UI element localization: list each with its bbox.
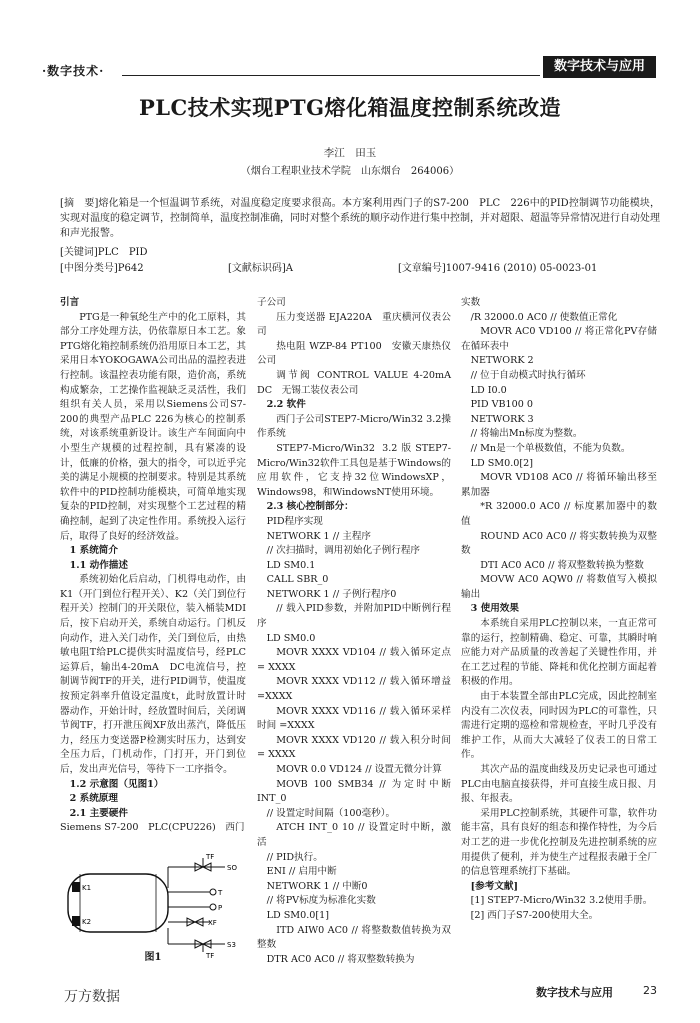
figure-caption: 图1 <box>144 952 162 963</box>
affiliation: （烟台工程职业技术学院 山东烟台 264006） <box>240 166 460 177</box>
paragraph: // 载入PID参数，并附加PID中断例行程序 <box>257 603 451 630</box>
paragraph: 实数 <box>461 297 481 308</box>
paragraph: // 位于自动模式时执行循环 <box>470 369 586 381</box>
section-heading: 2.1 主要硬件 <box>69 807 128 819</box>
section-heading: 2.3 核心控制部分： <box>266 501 354 513</box>
paragraph: CALL SBR_0 <box>266 574 329 586</box>
classification-number: [中图分类号]P642 <box>60 263 144 274</box>
paragraph: MOVR XXXX VD120 // 载入积分时间 = XXXX <box>257 734 451 761</box>
paragraph: NETWORK 3 <box>470 413 534 425</box>
label-so: SO <box>227 864 237 872</box>
paragraph: PTG是一种氧纶生产中的化工原料，其部分工序处理方法，仍依靠原日本工艺。象PTG熔化箱控制系统仍沿用原日本工艺，其采用日本YOKOGAWA公司出品的温控表进行控制。该温控表功能有限，造价高，系统构成繁杂，工艺操作监视缺乏灵活性，我们组织有关人员，采用以Siemens公司S7-200的典型产品PLC 226为核心的控制系统，对该系统重新设计。该生产车间面向中小型生产规模的过程控制，具有紧凑的设计，低廉的价格，强大的指令，可以近乎完美的满足小规模的控制要求。特别是其系统软件中的PID控制功能模块，可简单地实现复杂的PID控制，对实现整个工艺过程的精确控制，起到了决定性作用。系统投入运行后，取得了良好的经济效益。 <box>60 311 246 542</box>
authors: 李江 田玉 <box>323 147 377 159</box>
paragraph: MOVR XXXX VD116 // 载入循环采样时间 =XXXX <box>257 705 451 732</box>
paragraph: // 将PV标度为标准化实数 <box>266 895 376 907</box>
door-k1 <box>72 882 80 892</box>
paragraph: PID VB100 0 <box>470 399 534 411</box>
paragraph: NETWORK 1 // 中断0 <box>266 880 368 892</box>
paragraph: 压力变送器 EJA220A 重庆横河仪表公司 <box>257 311 451 338</box>
paragraph: NETWORK 1 // 主程序 <box>266 530 372 542</box>
section-heading: 2.2 软件 <box>266 399 306 411</box>
paragraph: *R 32000.0 AC0 // 标度累加器中的数值 <box>461 501 657 527</box>
abstract: [摘 要]熔化箱是一个恒温调节系统，对温度稳定度要求很高。本方案利用西门子的S7-200 PLC 226中的PID控制调节功能模块，实现对温度的稳定调节，控制简单，温度控制准确，同时对整个系统的顺序动作进行集中控制，并对超限、超温等异常情况进行自动处理和声光报警。 <box>60 198 660 239</box>
paragraph: ROUND AC0 AC0 // 将实数转换为双整数 <box>461 530 657 557</box>
paragraph: ENI // 启用中断 <box>266 866 337 878</box>
column-2 <box>257 296 451 967</box>
paragraph: 其次产品的温度曲线及历史记录也可通过PLC由电脑直接获得，并可直接生成日报、月报、年报表。 <box>461 764 657 805</box>
paragraph: ITD AIW0 AC0 // 将整数数值转换为双整数 <box>257 924 451 951</box>
paragraph: MOVR XXXX VD112 // 载入循环增益 =XXXX <box>257 676 451 703</box>
label-t: T <box>218 889 223 897</box>
paragraph: NETWORK 1 // 子例行程序0 <box>266 588 397 600</box>
paragraph: 西门子公司STEP7-Micro/Win32 3.2操作系统 <box>257 413 451 440</box>
keywords: [关键词]PLC PID <box>60 247 148 258</box>
document-code: [文献标识码]A <box>228 263 294 274</box>
label-tf-top: TF <box>206 853 215 861</box>
column-3 <box>461 296 657 924</box>
section-heading: 1 系统简介 <box>69 545 118 557</box>
column-1 <box>60 296 246 836</box>
paragraph: MOVR AC0 VD100 // 将正常化PV存储在循环表中 <box>461 326 657 352</box>
section-heading: 1.1 动作描述 <box>69 559 128 571</box>
paragraph: 热电阻 WZP-84 PT100 安徽天康热仪公司 <box>257 340 451 367</box>
paragraph: MOVR XXXX VD104 // 载入循环定点 = XXXX <box>257 647 451 673</box>
section-heading: 3 使用效果 <box>470 603 519 615</box>
paragraph: 系统初始化后启动，门机得电动作，由K1（开门到位行程开关）、K2（关门到位行程开关）控制门的开关限位，装入桶装MDI后，按下启动开关，系统自动运行。门机反向动作，进入关门动作，关门到位后，由热敏电阻T给PLC提供实时温度信号，经PLC运算后，输出4-20mA DC电流信号，控制调节阀TF的开关，进行PID调节，使温度按预定斜率升值设定温度t，此时放置计时器动作，开始计时，经放置时间后，关闭调节阀TF，打开泄压阀XF放出蒸汽，降低压力，经压力变送器P检测实时压力，达到安全压力后，门机动作，门打开，开门到位后，发出声光信号，等待下一工序指令。 <box>60 574 246 775</box>
paragraph: MOVR VD108 AC0 // 将循环输出移至累加器 <box>461 472 657 498</box>
paragraph: MOVB 100 SMB34 // 为定时中断INT_0 <box>257 778 451 805</box>
article-number: [文章编号]1007-9416 (2010) 05-0023-01 <box>398 263 598 274</box>
paragraph: LD SM0.1 <box>266 559 316 571</box>
paragraph: DTI AC0 AC0 // 将双整数转换为整数 <box>480 559 644 571</box>
article-title: PLC技术实现PTG熔化箱温度控制系统改造 <box>138 95 562 120</box>
paragraph: LD SM0.0[2] <box>470 457 533 469</box>
paragraph: 本系统自采用PLC控制以来，一直正常可靠的运行，控制精确、稳定、可靠，其瞬时响应能力对产品质量的改善起了关键性作用，并在工艺过程的节能、降耗和优化控制方面起着积极的作用。 <box>461 618 657 688</box>
section-heading: [参考文献] <box>470 880 519 892</box>
label-s3: S3 <box>227 941 236 949</box>
label-tf-bottom: TF <box>206 952 215 960</box>
section-heading: 1.2 示意图（见图1） <box>69 778 164 790</box>
paragraph: LD I0.0 <box>470 384 507 396</box>
label-p: P <box>218 904 223 912</box>
paragraph: 子公司 <box>257 297 286 308</box>
section-heading: 2 系统原理 <box>69 793 118 805</box>
paragraph: PID程序实现 <box>266 515 323 527</box>
page-number: 23 <box>643 984 657 997</box>
paragraph: /R 32000.0 AC0 // 使数值正常化 <box>470 311 618 323</box>
paragraph: [1] STEP7-Micro/Win32 3.2使用手册。 <box>470 895 653 907</box>
paragraph: 采用PLC控制系统，其硬件可靠，软件功能丰富，具有良好的组态和操作特性，为今后对工艺的进一步优化控制及先进控制系统的应用提供了便利，并为使生产过程报表融于全厂的信息管理系统打下基础。 <box>461 807 657 878</box>
paragraph: // Mn是一个单极数值，不能为负数。 <box>470 442 631 454</box>
paragraph: Siemens S7-200 PLC(CPU226) 西门 <box>60 822 245 834</box>
door-k2 <box>72 916 80 926</box>
paragraph: // 设置定时间隔（100毫秒）。 <box>266 807 396 819</box>
paragraph: // PID执行。 <box>266 851 323 863</box>
paragraph: ATCH INT_0 10 // 设置定时中断，激活 <box>257 822 451 848</box>
paragraph: STEP7-Micro/Win32 3.2版STEP7-Micro/Win32软件工具包是基于Windows的应用软件，它支持32位WindowsXP，Windows98，和WindowsNT使用环境。 <box>257 442 451 498</box>
paragraph: // 将输出Mn标度为整数。 <box>470 428 583 440</box>
label-k1: K1 <box>82 884 92 892</box>
figure-1-schematic <box>60 852 246 962</box>
paragraph: [2] 西门子S7-200使用大全。 <box>470 909 599 921</box>
label-xf: XF <box>208 919 217 927</box>
paragraph: DTR AC0 AC0 // 将双整数转换为 <box>266 953 415 965</box>
section-label: ·数字技术· <box>42 64 105 78</box>
source-watermark: 万方数据 <box>64 989 120 1005</box>
paragraph: NETWORK 2 <box>470 355 534 367</box>
paragraph: // 次扫描时，调用初始化子例行程序 <box>266 545 421 557</box>
paragraph: LD SM0.0 <box>266 632 316 644</box>
journal-banner: 数字技术与应用 <box>543 56 656 78</box>
section-heading: 引言 <box>60 297 80 308</box>
label-k2: K2 <box>82 918 92 926</box>
paragraph: LD SM0.0[1] <box>266 909 329 921</box>
paragraph: MOVR 0.0 VD124 // 设置无微分计算 <box>276 764 442 775</box>
footer-journal: 数字技术与应用 <box>536 986 613 999</box>
header-rule <box>122 75 540 76</box>
paragraph: 调节阀 CONTROL VALUE 4-20mA DC 无锡工装仪表公司 <box>257 369 451 396</box>
sensor-t <box>210 889 216 895</box>
paragraph: MOVW AC0 AQW0 // 将数值写入模拟输出 <box>461 574 657 600</box>
sensor-p <box>210 904 216 910</box>
paragraph: 由于本装置全部由PLC完成，因此控制室内没有二次仪表，同时因为PLC的可靠性，只需进行定期的巡检和常规检查，平时几乎没有维护工作，从而大大减轻了仪表工的日常工作。 <box>461 691 657 761</box>
